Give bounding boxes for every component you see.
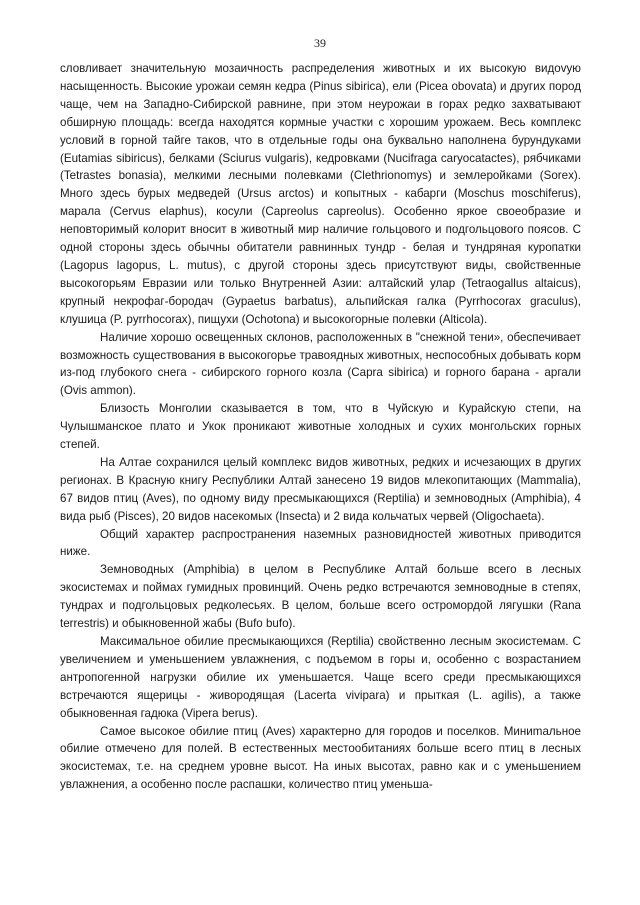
page-body (60, 60, 581, 794)
paragraph: Максимальное обилие пресмыкающихся (Reptilia) свойственно лесным экосистемам. С увеличением и уменьшением увлажнения, с подъемом в горы и, особенно с возрастанием антропогенной нагрузки обилие их уменьшается. Чаще всего среди пресмыкающихся встречаются ящерицы - живородящая (Lacerta vivipara) и прыткая (L. agilis), а также обыкновенная гадюка (Vipera berus). (60, 635, 581, 720)
paragraph: Самое высокое обилие птиц (Aves) характерно для городов и поселков. Миниmальное обилие отмечено для полей. В естественных местообитаниях больше всего птиц в лесных экосистемах, т.е. на среднем уровне высот. На иных высотах, равно как и с уменьшением увлажнения, а особенно после распашки, количество птиц уменьша- (60, 724, 581, 792)
paragraph: Общий характер распространения наземных разновидностей животных приводится ниже. (60, 527, 581, 559)
paragraph-continuation: словливает значительную мозаичность распределения животных и их высокую видоvую насыщенность. Высокие урожаи семян кедра (Pinus sibirica), ели (Picea obovata) и других пород чаще, чем на Западно-Сибирской равнине, при этом неурожаи в горах редко захватывают обширную площадь: всегда находятся кормные участки с хорошим урожаем. Весь комплекс условий в горной тайге таков, что в отдельные годы она буквально наполнена бурундуками (Eutamias sibiricus), белками (Sciurus vulgaris), кедровками (Nucifraga caryocatactes), рябчиками (Tetrastes bonasia), мелкими лесными полевками (Clethrionomys) и землеройками (Sorex). Много здесь бурых медведей (Ursus arctos) и копытных - кабарги (Moschus moschiferus), марала (Cervus elaphus), косули (Capreolus capreolus). Особенно яркое своеобразие и неповторимый колорит вносит в животный мир наличие гольцового и подгольцового поясов. С одной стороны здесь обычны обитатели равнинных тундр - белая и тундряная куропатки (Lagopus lagopus, L. mutus), с другой стороны здесь присутствуют виды, свойственные высокогорьям Евразии или только Внутренней Азии: алтайский улар (Tetraogallus altaicus), крупный некрофаг-бородач (Gypaetus barbatus), альпийская галка (Pyrrhocorax graculus), клушица (P. pyrrhocorax), пищухи (Ochotona) и высокогорные полевки (Alticola). (60, 62, 581, 326)
page-number: 39 (314, 36, 326, 50)
paragraph: Земноводных (Amphibia) в целом в Республике Алтай больше всего в лесных экосистемах и поймах гумидных провинций. Очень редко встречаются земноводные в степях, тундрах и подгольцовых редколесьях. В целом, больше всего остромордой лягушки (Rana terrestris) и обыкновенной жабы (Bufo bufo). (60, 563, 581, 631)
paragraph: На Алтае сохранился целый комплекс видов животных, редких и исчезающих в других регионах. В Красную книгу Республики Алтай занесено 19 видов млекопитающих (Mammalia), 67 видов птиц (Aves), по одному виду пресмыкающихся (Reptilia) и земноводных (Amphibia), 4 вида рыб (Pisces), 20 видов насекомых (Insecta) и 2 вида кольчатых червей (Oligochaeta). (60, 455, 581, 523)
paragraph: Близость Монголии сказывается в том, что в Чуйскую и Курайскую степи, на Чулышманское плато и Укок проникают животные холодных и сухих монгольских горных степей. (60, 402, 581, 452)
paragraph: Наличие хорошо освещенных склонов, расположенных в "снежной тени», обеспечивает возможность существования в высокогорье травоядных животных, неспособных добывать корм из-под глубокого снега - сибирского горного козла (Capra sibirica) и горного барана - аргали (Ovis ammon). (60, 330, 581, 398)
